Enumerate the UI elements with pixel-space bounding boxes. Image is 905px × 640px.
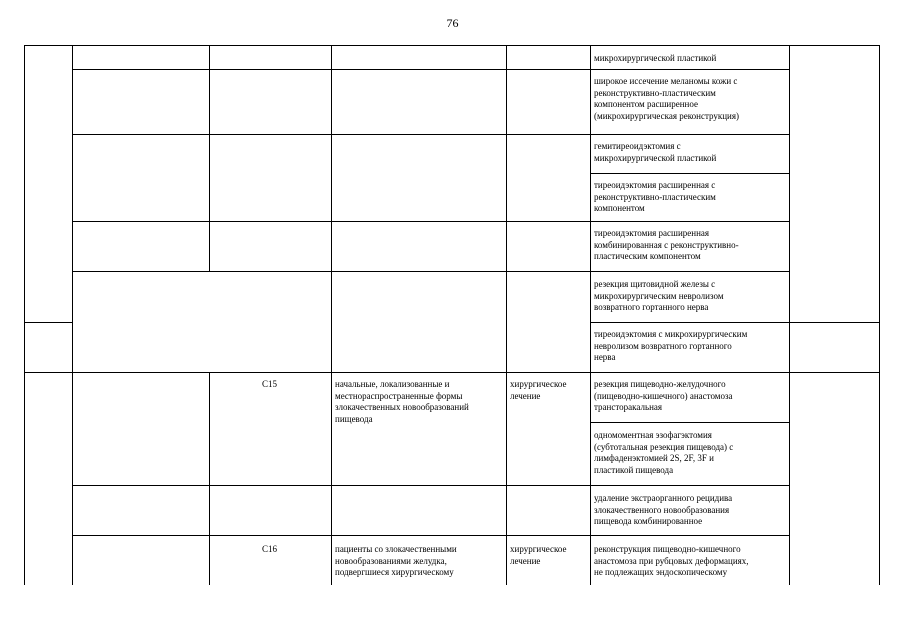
- row-divider: [24, 322, 72, 323]
- column-divider: [789, 45, 790, 585]
- procedure-cell: удаление экстраорганного рецидива злокачественного новообразования пищевода комбинированное: [594, 493, 733, 526]
- treatment-type-cell: хирургическое лечение: [510, 379, 567, 401]
- column-divider: [331, 45, 332, 585]
- column-divider: [506, 45, 507, 585]
- patient-model-cell: пациенты со злокачественными новообразованиями желудка, подвергшиеся хирургическому: [335, 544, 457, 577]
- procedure-cell: резекция щитовидной железы с микрохирургическим невролизом возвратного гортанного нерва: [594, 279, 724, 312]
- diagnosis-code: C16: [262, 544, 278, 554]
- row-divider: [72, 485, 789, 486]
- table-border-top: [24, 45, 880, 46]
- procedure-cell: одномоментная эзофагэктомия (субтотальная резекция пищевода) с лимфаденэктомией 2S, 2F, 3F и пластикой пищевода: [594, 430, 734, 475]
- procedure-cell: тиреоидэктомия расширенная с реконструктивно-пластическим компонентом: [594, 180, 716, 213]
- page-number: 76: [446, 16, 459, 30]
- row-divider: [72, 535, 789, 536]
- row-divider: [72, 372, 789, 373]
- row-divider: [24, 372, 72, 373]
- treatment-type-cell: хирургическое лечение: [510, 544, 567, 566]
- column-divider: [209, 45, 210, 272]
- column-divider: [72, 45, 73, 585]
- row-divider: [72, 69, 789, 70]
- diagnosis-code: C15: [262, 379, 278, 389]
- column-divider: [24, 45, 25, 585]
- procedure-cell: широкое иссечение меланомы кожи с реконструктивно-пластическим компонентом расширенное (микрохирургическая реконструкция): [594, 76, 740, 121]
- procedure-cell: микрохирургической пластикой: [594, 53, 717, 63]
- patient-model-cell: начальные, локализованные и местнораспространенные формы злокачественных новообразований пищевода: [335, 379, 469, 424]
- procedure-cell: тиреоидэктомия с микрохирургическим невролизом возвратного гортанного нерва: [594, 329, 748, 362]
- table-border-right: [879, 45, 880, 585]
- row-divider: [72, 271, 789, 272]
- row-divider: [72, 134, 789, 135]
- procedure-cell: резекция пищеводно-желудочного (пищеводно-кишечного) анастомоза трансторакальная: [594, 379, 733, 412]
- row-divider: [590, 173, 789, 174]
- column-divider: [590, 45, 591, 585]
- row-divider: [590, 322, 880, 323]
- row-divider: [789, 372, 880, 373]
- procedure-cell: тиреоидэктомия расширенная комбинированная с реконструктивно- пластическим компонентом: [594, 228, 739, 261]
- column-divider: [209, 372, 210, 585]
- procedure-cell: гемитиреоидэктомия с микрохирургической пластикой: [594, 141, 717, 163]
- row-divider: [590, 422, 789, 423]
- row-divider: [72, 221, 789, 222]
- procedure-cell: реконструкция пищеводно-кишечного анастомоза при рубцовых деформациях, не подлежащих эндоскопическому: [594, 544, 749, 577]
